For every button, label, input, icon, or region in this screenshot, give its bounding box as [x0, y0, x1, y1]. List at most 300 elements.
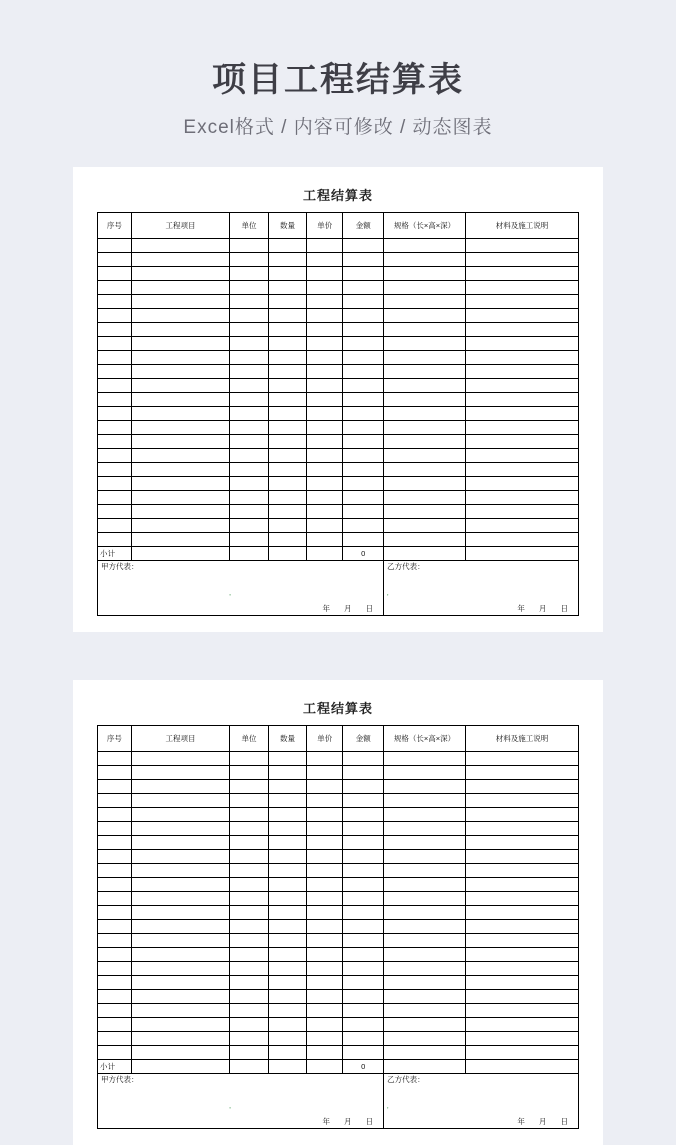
table-cell[interactable]	[268, 337, 306, 351]
table-cell[interactable]	[230, 934, 268, 948]
table-cell[interactable]	[268, 267, 306, 281]
table-cell[interactable]	[384, 351, 466, 365]
table-cell[interactable]	[465, 309, 578, 323]
table-cell[interactable]	[465, 836, 578, 850]
table-cell[interactable]	[307, 934, 343, 948]
table-cell[interactable]	[384, 449, 466, 463]
table-cell[interactable]	[343, 1032, 384, 1046]
table-cell[interactable]	[465, 365, 578, 379]
table-cell[interactable]	[131, 477, 230, 491]
table-cell[interactable]	[268, 379, 306, 393]
table-cell[interactable]	[384, 267, 466, 281]
table-cell[interactable]	[268, 533, 306, 547]
table-cell[interactable]	[131, 323, 230, 337]
table-cell[interactable]	[307, 1018, 343, 1032]
table-cell[interactable]	[465, 281, 578, 295]
table-cell[interactable]	[307, 393, 343, 407]
table-cell[interactable]	[131, 253, 230, 267]
table-cell[interactable]	[98, 239, 132, 253]
table-cell[interactable]	[131, 421, 230, 435]
table-cell[interactable]	[307, 836, 343, 850]
table-cell[interactable]	[384, 1004, 466, 1018]
table-cell[interactable]	[230, 1004, 268, 1018]
table-cell[interactable]	[465, 1018, 578, 1032]
table-cell[interactable]	[268, 421, 306, 435]
table-cell[interactable]	[307, 780, 343, 794]
table-cell[interactable]	[307, 253, 343, 267]
table-cell[interactable]	[98, 990, 132, 1004]
table-row[interactable]	[98, 1018, 579, 1032]
table-cell[interactable]	[268, 766, 306, 780]
table-cell[interactable]	[230, 463, 268, 477]
table-cell[interactable]	[465, 906, 578, 920]
table-cell[interactable]	[230, 491, 268, 505]
table-cell[interactable]	[268, 463, 306, 477]
table-row[interactable]	[98, 836, 579, 850]
table-cell[interactable]	[98, 1032, 132, 1046]
table-row[interactable]	[98, 962, 579, 976]
table-cell[interactable]	[98, 906, 132, 920]
table-cell[interactable]	[131, 519, 230, 533]
table-cell[interactable]	[343, 295, 384, 309]
table-body-2[interactable]	[98, 752, 579, 1060]
table-cell[interactable]	[98, 393, 132, 407]
table-cell[interactable]	[230, 822, 268, 836]
table-cell[interactable]	[343, 850, 384, 864]
table-cell[interactable]	[230, 435, 268, 449]
table-row[interactable]	[98, 794, 579, 808]
table-cell[interactable]	[230, 421, 268, 435]
table-cell[interactable]	[268, 976, 306, 990]
table-row[interactable]	[98, 351, 579, 365]
table-cell[interactable]	[384, 407, 466, 421]
subtotal-blank-spec[interactable]	[384, 547, 466, 561]
table-cell[interactable]	[268, 239, 306, 253]
table-row[interactable]	[98, 822, 579, 836]
table-cell[interactable]	[343, 253, 384, 267]
table-cell[interactable]	[230, 393, 268, 407]
table-cell[interactable]	[230, 505, 268, 519]
table-cell[interactable]	[307, 519, 343, 533]
table-cell[interactable]	[98, 766, 132, 780]
signature-cell-party-b[interactable]	[384, 561, 579, 616]
table-cell[interactable]	[384, 491, 466, 505]
table-cell[interactable]	[98, 794, 132, 808]
table-cell[interactable]	[230, 309, 268, 323]
table-cell[interactable]	[384, 421, 466, 435]
table-row[interactable]	[98, 533, 579, 547]
table-cell[interactable]	[465, 752, 578, 766]
table-row[interactable]	[98, 491, 579, 505]
table-cell[interactable]	[98, 836, 132, 850]
subtotal-blank-note[interactable]	[465, 1060, 578, 1074]
table-cell[interactable]	[131, 906, 230, 920]
table-cell[interactable]	[98, 962, 132, 976]
table-cell[interactable]	[131, 990, 230, 1004]
table-cell[interactable]	[230, 1018, 268, 1032]
table-cell[interactable]	[465, 533, 578, 547]
table-cell[interactable]	[307, 990, 343, 1004]
table-cell[interactable]	[307, 1046, 343, 1060]
table-row[interactable]	[98, 379, 579, 393]
table-cell[interactable]	[343, 752, 384, 766]
table-cell[interactable]	[307, 337, 343, 351]
table-cell[interactable]	[307, 1004, 343, 1018]
table-cell[interactable]	[307, 505, 343, 519]
table-cell[interactable]	[131, 267, 230, 281]
table-cell[interactable]	[268, 449, 306, 463]
table-cell[interactable]	[465, 878, 578, 892]
table-cell[interactable]	[465, 477, 578, 491]
table-cell[interactable]	[384, 948, 466, 962]
table-cell[interactable]	[98, 822, 132, 836]
table-row[interactable]	[98, 239, 579, 253]
table-cell[interactable]	[230, 948, 268, 962]
subtotal-blank-spec[interactable]	[384, 1060, 466, 1074]
table-cell[interactable]	[465, 505, 578, 519]
table-cell[interactable]	[465, 1032, 578, 1046]
table-cell[interactable]	[230, 962, 268, 976]
table-cell[interactable]	[307, 920, 343, 934]
table-cell[interactable]	[307, 976, 343, 990]
table-cell[interactable]	[465, 253, 578, 267]
table-cell[interactable]	[384, 822, 466, 836]
table-cell[interactable]	[230, 253, 268, 267]
table-cell[interactable]	[98, 505, 132, 519]
table-cell[interactable]	[465, 990, 578, 1004]
table-row[interactable]	[98, 864, 579, 878]
table-cell[interactable]	[230, 752, 268, 766]
table-cell[interactable]	[230, 794, 268, 808]
table-cell[interactable]	[98, 491, 132, 505]
table-cell[interactable]	[343, 794, 384, 808]
table-cell[interactable]	[230, 864, 268, 878]
table-cell[interactable]	[268, 351, 306, 365]
sheet-preview-1[interactable]	[73, 167, 603, 632]
table-cell[interactable]	[307, 962, 343, 976]
table-cell[interactable]	[307, 239, 343, 253]
table-cell[interactable]	[98, 281, 132, 295]
table-cell[interactable]	[307, 794, 343, 808]
table-cell[interactable]	[384, 281, 466, 295]
table-cell[interactable]	[465, 794, 578, 808]
table-cell[interactable]	[230, 878, 268, 892]
table-cell[interactable]	[268, 323, 306, 337]
table-cell[interactable]	[384, 892, 466, 906]
table-row[interactable]	[98, 766, 579, 780]
table-cell[interactable]	[268, 808, 306, 822]
table-cell[interactable]	[343, 1046, 384, 1060]
subtotal-blank-item[interactable]	[131, 1060, 230, 1074]
table-row[interactable]	[98, 295, 579, 309]
table-cell[interactable]	[98, 920, 132, 934]
table-cell[interactable]	[465, 491, 578, 505]
sheet-preview-2[interactable]	[73, 680, 603, 1145]
table-row[interactable]	[98, 920, 579, 934]
table-row[interactable]	[98, 365, 579, 379]
table-cell[interactable]	[343, 920, 384, 934]
table-row[interactable]	[98, 808, 579, 822]
table-cell[interactable]	[465, 267, 578, 281]
table-cell[interactable]	[98, 477, 132, 491]
table-cell[interactable]	[98, 253, 132, 267]
table-cell[interactable]	[268, 1032, 306, 1046]
table-cell[interactable]	[343, 878, 384, 892]
table-cell[interactable]	[98, 808, 132, 822]
table-cell[interactable]	[131, 337, 230, 351]
table-cell[interactable]	[98, 449, 132, 463]
table-cell[interactable]	[343, 435, 384, 449]
table-cell[interactable]	[268, 948, 306, 962]
table-cell[interactable]	[343, 976, 384, 990]
subtotal-blank-unit[interactable]	[230, 547, 268, 561]
table-cell[interactable]	[230, 407, 268, 421]
table-cell[interactable]	[131, 281, 230, 295]
table-cell[interactable]	[307, 295, 343, 309]
table-cell[interactable]	[98, 421, 132, 435]
table-row[interactable]	[98, 948, 579, 962]
table-cell[interactable]	[384, 920, 466, 934]
table-cell[interactable]	[384, 850, 466, 864]
table-cell[interactable]	[343, 239, 384, 253]
table-row[interactable]	[98, 435, 579, 449]
table-cell[interactable]	[307, 365, 343, 379]
table-cell[interactable]	[307, 808, 343, 822]
table-cell[interactable]	[343, 491, 384, 505]
table-cell[interactable]	[131, 864, 230, 878]
table-cell[interactable]	[131, 491, 230, 505]
table-cell[interactable]	[343, 407, 384, 421]
signature-cell-party-a[interactable]	[98, 1074, 384, 1129]
table-cell[interactable]	[131, 808, 230, 822]
table-cell[interactable]	[131, 948, 230, 962]
table-cell[interactable]	[343, 948, 384, 962]
table-cell[interactable]	[343, 906, 384, 920]
table-cell[interactable]	[465, 934, 578, 948]
table-cell[interactable]	[465, 808, 578, 822]
table-cell[interactable]	[307, 323, 343, 337]
table-cell[interactable]	[465, 766, 578, 780]
table-cell[interactable]	[131, 407, 230, 421]
table-cell[interactable]	[98, 463, 132, 477]
table-cell[interactable]	[98, 780, 132, 794]
table-cell[interactable]	[307, 267, 343, 281]
table-cell[interactable]	[343, 519, 384, 533]
table-cell[interactable]	[465, 962, 578, 976]
table-cell[interactable]	[384, 766, 466, 780]
table-cell[interactable]	[465, 351, 578, 365]
table-cell[interactable]	[343, 393, 384, 407]
table-cell[interactable]	[465, 449, 578, 463]
table-cell[interactable]	[268, 934, 306, 948]
table-cell[interactable]	[131, 780, 230, 794]
table-cell[interactable]	[131, 836, 230, 850]
table-cell[interactable]	[268, 253, 306, 267]
table-cell[interactable]	[230, 337, 268, 351]
table-cell[interactable]	[343, 351, 384, 365]
table-row[interactable]	[98, 1032, 579, 1046]
table-row[interactable]	[98, 407, 579, 421]
table-cell[interactable]	[98, 948, 132, 962]
table-row[interactable]	[98, 253, 579, 267]
table-cell[interactable]	[268, 505, 306, 519]
table-row[interactable]	[98, 752, 579, 766]
subtotal-blank-price[interactable]	[307, 1060, 343, 1074]
table-cell[interactable]	[131, 533, 230, 547]
table-cell[interactable]	[131, 892, 230, 906]
table-cell[interactable]	[465, 239, 578, 253]
table-cell[interactable]	[307, 379, 343, 393]
table-cell[interactable]	[268, 962, 306, 976]
table-cell[interactable]	[230, 892, 268, 906]
table-cell[interactable]	[98, 519, 132, 533]
table-cell[interactable]	[384, 435, 466, 449]
settlement-table-2[interactable]	[97, 725, 579, 1129]
table-cell[interactable]	[268, 295, 306, 309]
table-cell[interactable]	[268, 836, 306, 850]
table-cell[interactable]	[268, 309, 306, 323]
table-cell[interactable]	[307, 463, 343, 477]
table-cell[interactable]	[98, 892, 132, 906]
table-cell[interactable]	[230, 808, 268, 822]
table-cell[interactable]	[98, 1004, 132, 1018]
table-cell[interactable]	[131, 295, 230, 309]
signature-cell-party-a[interactable]	[98, 561, 384, 616]
table-cell[interactable]	[343, 1018, 384, 1032]
table-cell[interactable]	[268, 1046, 306, 1060]
table-cell[interactable]	[98, 1018, 132, 1032]
table-cell[interactable]	[307, 850, 343, 864]
table-cell[interactable]	[131, 920, 230, 934]
settlement-table-1[interactable]	[97, 212, 579, 616]
table-cell[interactable]	[98, 365, 132, 379]
table-cell[interactable]	[268, 435, 306, 449]
table-cell[interactable]	[384, 780, 466, 794]
table-cell[interactable]	[98, 379, 132, 393]
subtotal-blank-qty[interactable]	[268, 547, 306, 561]
table-cell[interactable]	[131, 309, 230, 323]
table-cell[interactable]	[384, 505, 466, 519]
table-cell[interactable]	[343, 934, 384, 948]
table-cell[interactable]	[384, 239, 466, 253]
table-row[interactable]	[98, 976, 579, 990]
table-cell[interactable]	[343, 780, 384, 794]
table-cell[interactable]	[230, 239, 268, 253]
table-cell[interactable]	[131, 1018, 230, 1032]
table-cell[interactable]	[131, 850, 230, 864]
table-row[interactable]	[98, 906, 579, 920]
table-cell[interactable]	[343, 990, 384, 1004]
table-cell[interactable]	[230, 920, 268, 934]
table-cell[interactable]	[465, 948, 578, 962]
table-cell[interactable]	[268, 822, 306, 836]
table-cell[interactable]	[268, 892, 306, 906]
table-cell[interactable]	[384, 519, 466, 533]
table-cell[interactable]	[343, 962, 384, 976]
table-cell[interactable]	[384, 1046, 466, 1060]
table-cell[interactable]	[465, 323, 578, 337]
table-cell[interactable]	[131, 1032, 230, 1046]
table-cell[interactable]	[384, 365, 466, 379]
table-cell[interactable]	[268, 850, 306, 864]
table-cell[interactable]	[131, 435, 230, 449]
table-row[interactable]	[98, 1004, 579, 1018]
table-cell[interactable]	[307, 533, 343, 547]
table-cell[interactable]	[384, 323, 466, 337]
table-cell[interactable]	[98, 295, 132, 309]
table-cell[interactable]	[384, 962, 466, 976]
table-cell[interactable]	[268, 491, 306, 505]
table-cell[interactable]	[268, 407, 306, 421]
table-cell[interactable]	[230, 533, 268, 547]
table-cell[interactable]	[230, 780, 268, 794]
table-cell[interactable]	[268, 794, 306, 808]
table-cell[interactable]	[268, 1018, 306, 1032]
table-cell[interactable]	[307, 906, 343, 920]
table-cell[interactable]	[465, 407, 578, 421]
table-cell[interactable]	[384, 1032, 466, 1046]
table-cell[interactable]	[230, 906, 268, 920]
table-row[interactable]	[98, 780, 579, 794]
table-cell[interactable]	[268, 780, 306, 794]
table-cell[interactable]	[384, 295, 466, 309]
table-cell[interactable]	[131, 1004, 230, 1018]
table-cell[interactable]	[384, 836, 466, 850]
table-cell[interactable]	[268, 1004, 306, 1018]
table-body-1[interactable]	[98, 239, 579, 547]
table-cell[interactable]	[268, 906, 306, 920]
table-cell[interactable]	[343, 323, 384, 337]
table-row[interactable]	[98, 267, 579, 281]
table-cell[interactable]	[131, 934, 230, 948]
table-row[interactable]	[98, 850, 579, 864]
table-cell[interactable]	[465, 850, 578, 864]
table-cell[interactable]	[343, 533, 384, 547]
table-cell[interactable]	[307, 892, 343, 906]
table-cell[interactable]	[131, 239, 230, 253]
table-cell[interactable]	[465, 822, 578, 836]
table-cell[interactable]	[307, 435, 343, 449]
table-row[interactable]	[98, 463, 579, 477]
table-row[interactable]	[98, 990, 579, 1004]
table-cell[interactable]	[384, 309, 466, 323]
table-cell[interactable]	[230, 267, 268, 281]
table-cell[interactable]	[384, 463, 466, 477]
table-row[interactable]	[98, 281, 579, 295]
table-cell[interactable]	[268, 477, 306, 491]
table-cell[interactable]	[307, 407, 343, 421]
table-cell[interactable]	[465, 1046, 578, 1060]
table-cell[interactable]	[230, 323, 268, 337]
table-cell[interactable]	[465, 976, 578, 990]
table-row[interactable]	[98, 393, 579, 407]
signature-cell-party-b[interactable]	[384, 1074, 579, 1129]
table-cell[interactable]	[230, 1046, 268, 1060]
table-cell[interactable]	[98, 351, 132, 365]
table-cell[interactable]	[268, 920, 306, 934]
table-cell[interactable]	[384, 808, 466, 822]
table-row[interactable]	[98, 934, 579, 948]
table-cell[interactable]	[98, 752, 132, 766]
table-cell[interactable]	[98, 1046, 132, 1060]
table-cell[interactable]	[384, 794, 466, 808]
table-cell[interactable]	[98, 934, 132, 948]
table-cell[interactable]	[343, 808, 384, 822]
table-cell[interactable]	[384, 990, 466, 1004]
table-cell[interactable]	[465, 421, 578, 435]
table-cell[interactable]	[131, 962, 230, 976]
table-cell[interactable]	[307, 948, 343, 962]
